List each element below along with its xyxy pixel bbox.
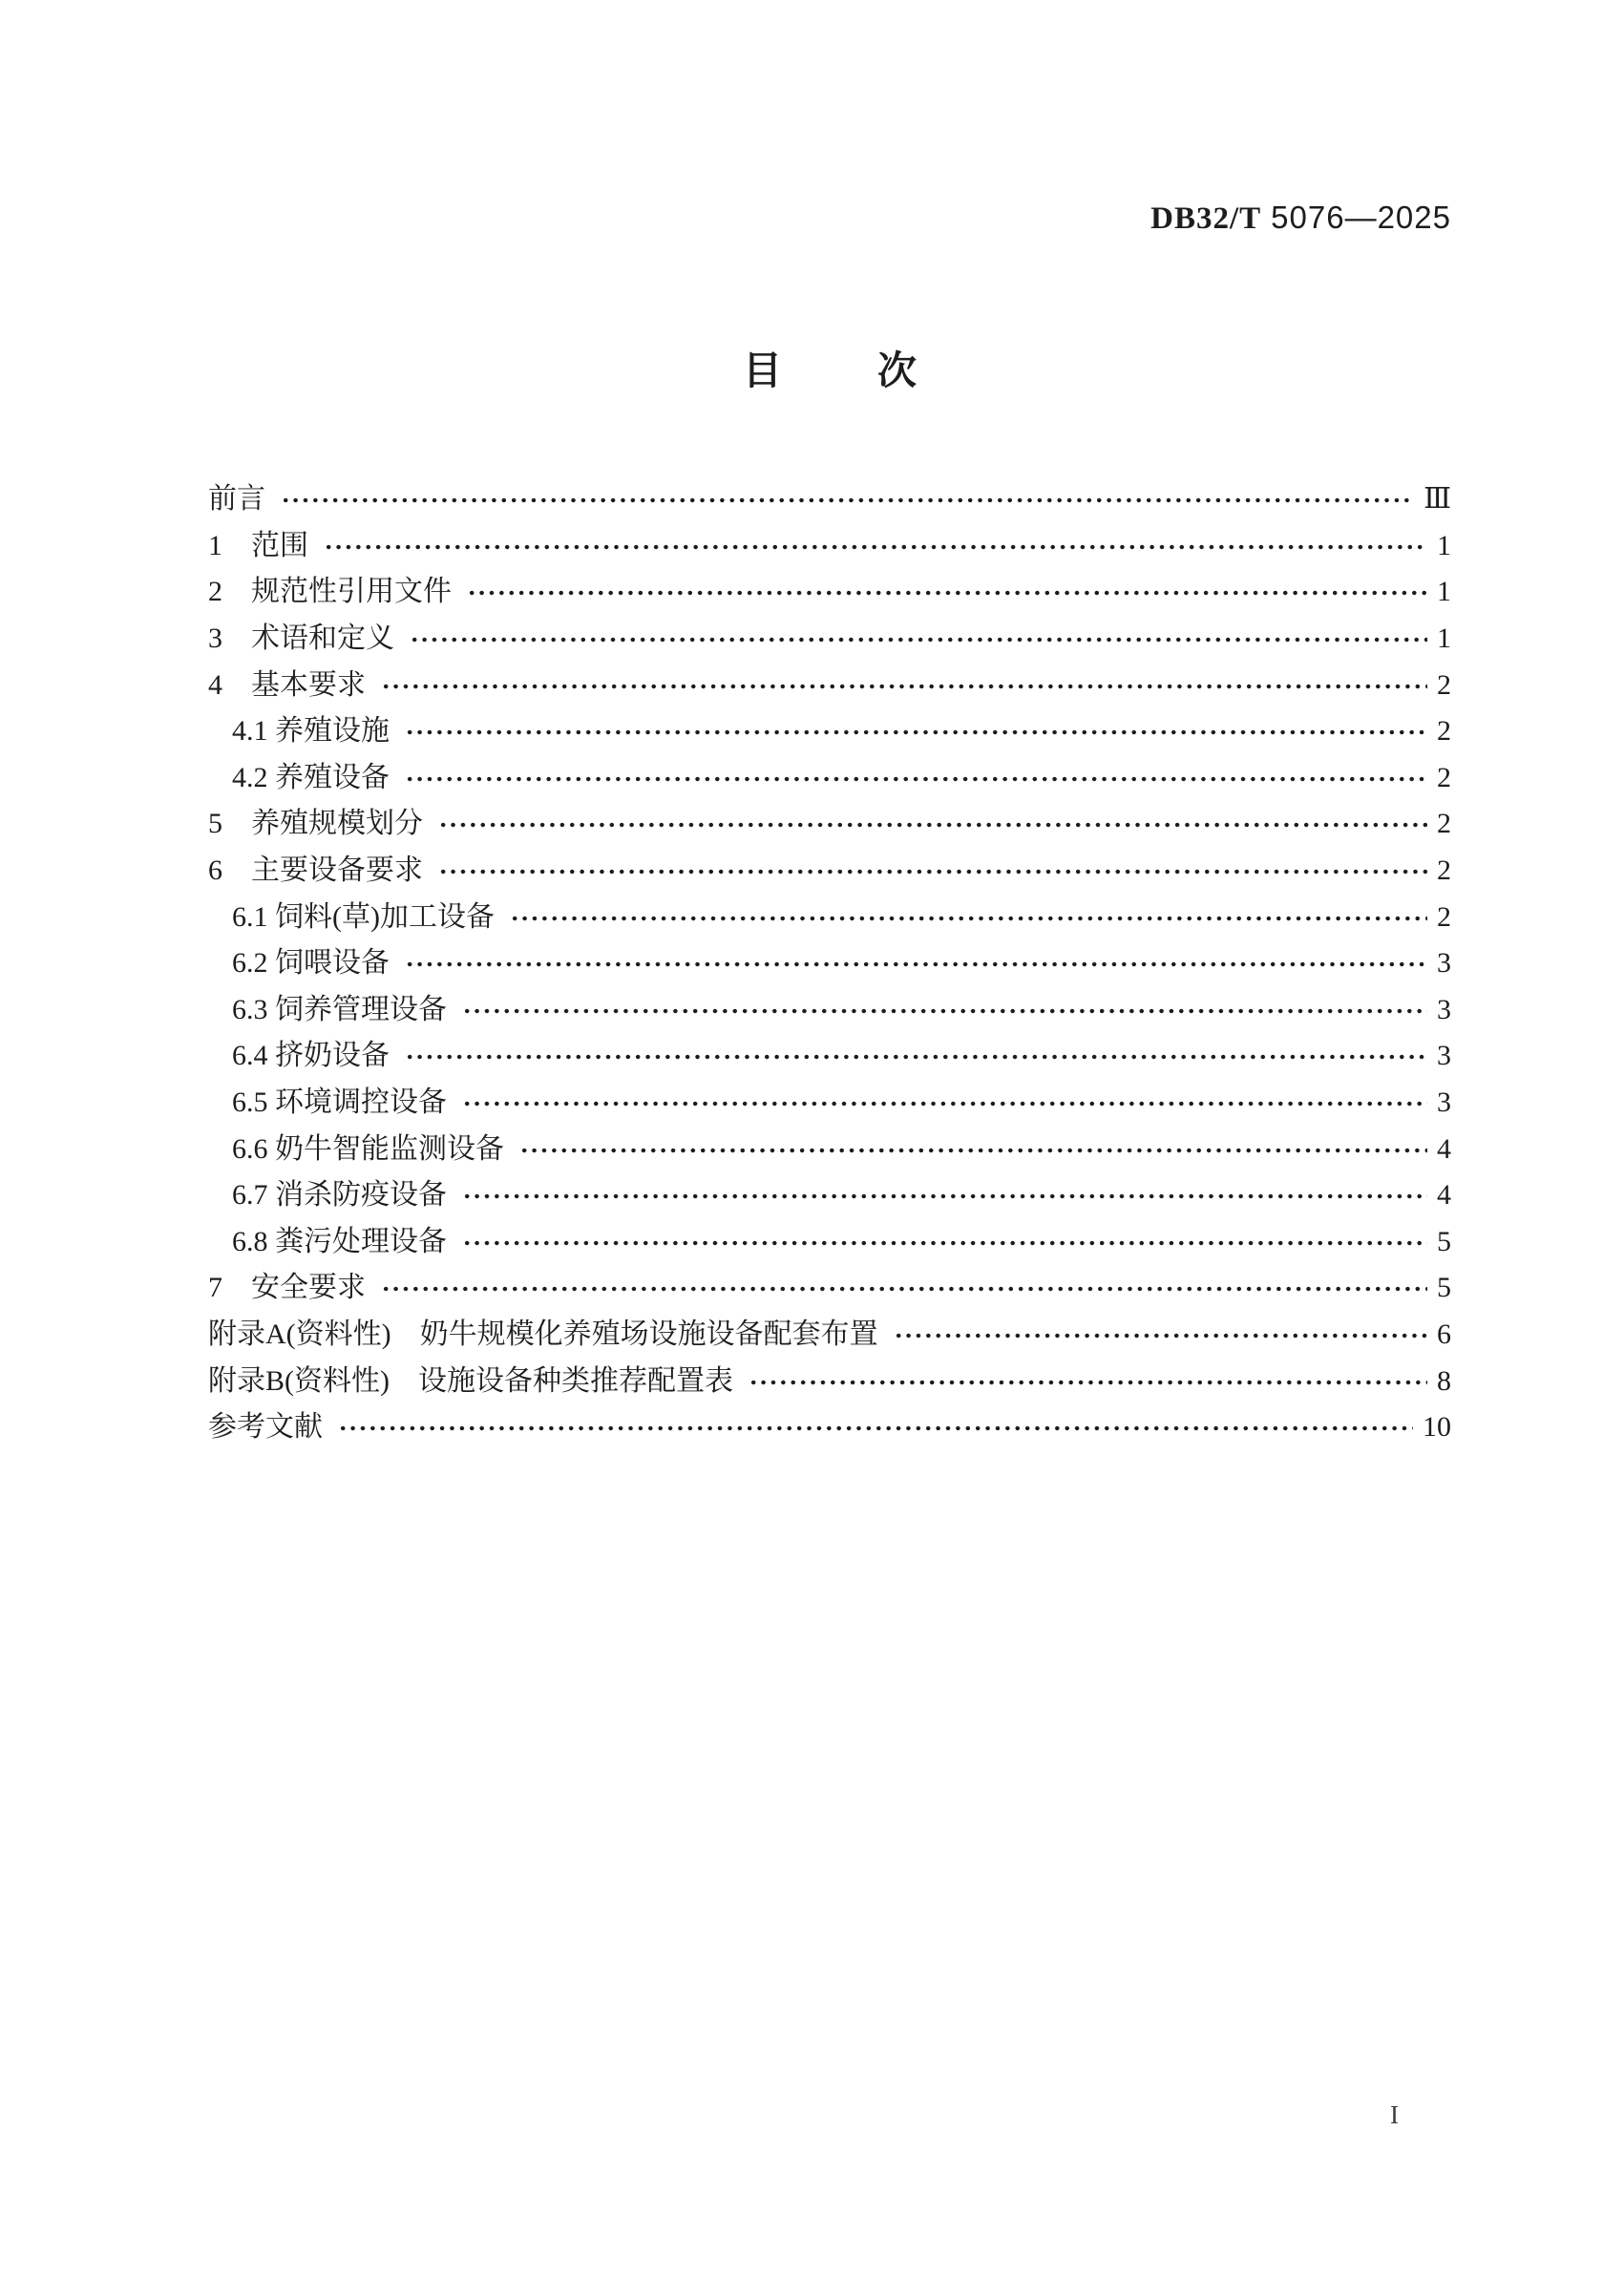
toc-entry-number: 6.8 bbox=[232, 1225, 268, 1257]
toc-entry-page: 4 bbox=[1437, 1179, 1451, 1212]
dot-leader bbox=[462, 1005, 1427, 1017]
toc-entry-page: 6 bbox=[1437, 1318, 1451, 1350]
toc-entry-label: 环境调控设备 bbox=[275, 1086, 447, 1119]
table-of-contents bbox=[208, 476, 1451, 1450]
toc-entry-page: 3 bbox=[1437, 947, 1451, 980]
toc-entry[interactable] bbox=[208, 1033, 1451, 1080]
toc-entry-number: 4.1 bbox=[232, 715, 268, 748]
toc-entry-label: 范围 bbox=[251, 529, 308, 561]
dot-leader bbox=[381, 681, 1427, 692]
dot-leader bbox=[405, 959, 1427, 970]
toc-entry-page: 3 bbox=[1437, 1086, 1451, 1119]
toc-entry[interactable] bbox=[208, 894, 1451, 940]
dot-leader bbox=[338, 1423, 1413, 1434]
toc-entry-page: 2 bbox=[1437, 761, 1451, 793]
toc-entry-page: 3 bbox=[1437, 993, 1451, 1025]
toc-entry[interactable] bbox=[208, 848, 1451, 895]
dot-leader bbox=[462, 1191, 1427, 1202]
toc-entry-number: 6.3 bbox=[232, 993, 268, 1025]
standard-number-value: 5076—2025 bbox=[1271, 200, 1451, 235]
dot-leader bbox=[438, 819, 1427, 831]
toc-entry-number: 2 bbox=[208, 576, 222, 608]
toc-entry-label: 粪污处理设备 bbox=[275, 1225, 447, 1257]
toc-entry[interactable] bbox=[208, 755, 1451, 802]
dot-leader bbox=[381, 1283, 1427, 1295]
standard-number bbox=[1150, 200, 1451, 237]
toc-entry[interactable] bbox=[208, 1172, 1451, 1219]
toc-entry-page: 1 bbox=[1437, 576, 1451, 608]
toc-entry-page: 2 bbox=[1437, 854, 1451, 887]
toc-entry-number: 4.2 bbox=[232, 761, 268, 793]
toc-entry-page: Ⅲ bbox=[1424, 483, 1451, 516]
toc-entry[interactable] bbox=[208, 569, 1451, 616]
toc-entry[interactable] bbox=[208, 1219, 1451, 1266]
toc-entry-number: 3 bbox=[208, 622, 222, 655]
toc-entry-label: 饲料(草)加工设备 bbox=[275, 900, 495, 933]
toc-entry-number: 1 bbox=[208, 529, 222, 561]
toc-entry-label: 消杀防疫设备 bbox=[275, 1179, 447, 1212]
toc-entry-label: 规范性引用文件 bbox=[251, 576, 452, 608]
page-title bbox=[208, 349, 1451, 392]
dot-leader bbox=[405, 727, 1427, 738]
toc-entry[interactable] bbox=[208, 1358, 1451, 1404]
toc-entry[interactable] bbox=[208, 1080, 1451, 1127]
toc-entry-number: 6.5 bbox=[232, 1086, 268, 1119]
toc-entry-number: 6.7 bbox=[232, 1179, 268, 1212]
toc-entry-number: 6.6 bbox=[232, 1132, 268, 1165]
dot-leader bbox=[324, 541, 1427, 553]
toc-entry-page: 3 bbox=[1437, 1040, 1451, 1072]
dot-leader bbox=[281, 495, 1414, 506]
toc-entry-number: 7 bbox=[208, 1272, 222, 1304]
toc-entry-label: 术语和定义 bbox=[251, 622, 394, 655]
dot-leader bbox=[510, 913, 1427, 924]
toc-entry-page: 2 bbox=[1437, 715, 1451, 748]
toc-entry-number: 5 bbox=[208, 808, 222, 840]
toc-entry[interactable] bbox=[208, 616, 1451, 663]
toc-entry[interactable] bbox=[208, 708, 1451, 755]
toc-entry-number: 6.1 bbox=[232, 900, 268, 933]
toc-entry[interactable] bbox=[208, 1404, 1451, 1451]
toc-entry-page: 4 bbox=[1437, 1132, 1451, 1165]
toc-entry-page: 5 bbox=[1437, 1225, 1451, 1257]
dot-leader bbox=[438, 866, 1427, 877]
toc-entry-page: 10 bbox=[1423, 1411, 1451, 1444]
toc-entry-label: 参考文献 bbox=[208, 1411, 323, 1444]
toc-entry-page: 2 bbox=[1437, 808, 1451, 840]
toc-entry[interactable] bbox=[208, 662, 1451, 708]
dot-leader bbox=[467, 587, 1427, 599]
toc-entry-label: 奶牛智能监测设备 bbox=[275, 1132, 504, 1165]
toc-entry-label: 附录A(资料性) 奶牛规模化养殖场设施设备配套布置 bbox=[208, 1318, 878, 1350]
toc-entry-page: 2 bbox=[1437, 900, 1451, 933]
toc-entry-number: 4 bbox=[208, 668, 222, 701]
toc-entry-label: 安全要求 bbox=[251, 1272, 366, 1304]
toc-entry-label: 养殖设备 bbox=[275, 761, 390, 793]
toc-entry-number: 6 bbox=[208, 854, 222, 887]
toc-entry[interactable] bbox=[208, 940, 1451, 987]
toc-entry[interactable] bbox=[208, 987, 1451, 1034]
toc-entry-label: 养殖设施 bbox=[275, 715, 390, 748]
dot-leader bbox=[410, 634, 1427, 645]
toc-entry-page: 2 bbox=[1437, 668, 1451, 701]
toc-entry[interactable] bbox=[208, 1312, 1451, 1359]
toc-entry-page: 8 bbox=[1437, 1364, 1451, 1397]
standard-number-prefix: DB32/T bbox=[1150, 201, 1262, 236]
toc-entry[interactable] bbox=[208, 801, 1451, 848]
toc-entry-page: 1 bbox=[1437, 622, 1451, 655]
dot-leader bbox=[462, 1098, 1427, 1109]
toc-entry-number: 6.4 bbox=[232, 1040, 268, 1072]
toc-entry-number: 6.2 bbox=[232, 947, 268, 980]
toc-entry-label: 养殖规模划分 bbox=[251, 808, 423, 840]
toc-entry-label: 饲养管理设备 bbox=[275, 993, 447, 1025]
toc-entry-label: 饲喂设备 bbox=[275, 947, 390, 980]
page-number: I bbox=[1390, 2100, 1399, 2129]
toc-entry-label: 基本要求 bbox=[251, 668, 366, 701]
page-title-char-2: 次 bbox=[877, 348, 917, 392]
dot-leader bbox=[519, 1145, 1427, 1156]
toc-entry[interactable] bbox=[208, 523, 1451, 570]
toc-entry[interactable] bbox=[208, 1126, 1451, 1172]
page-title-char-1: 目 bbox=[743, 348, 782, 392]
toc-entry-page: 5 bbox=[1437, 1272, 1451, 1304]
toc-entry-label: 附录B(资料性) 设施设备种类推荐配置表 bbox=[208, 1364, 733, 1397]
toc-entry-label: 挤奶设备 bbox=[275, 1040, 390, 1072]
dot-leader bbox=[462, 1237, 1427, 1249]
dot-leader bbox=[405, 773, 1427, 785]
toc-entry-label: 前言 bbox=[208, 483, 265, 516]
dot-leader bbox=[749, 1377, 1427, 1388]
toc-entry[interactable] bbox=[208, 1265, 1451, 1312]
toc-entry-label: 主要设备要求 bbox=[251, 854, 423, 887]
dot-leader bbox=[405, 1051, 1427, 1063]
dot-leader bbox=[894, 1330, 1427, 1341]
toc-entry-page: 1 bbox=[1437, 529, 1451, 561]
toc-entry[interactable] bbox=[208, 476, 1451, 523]
